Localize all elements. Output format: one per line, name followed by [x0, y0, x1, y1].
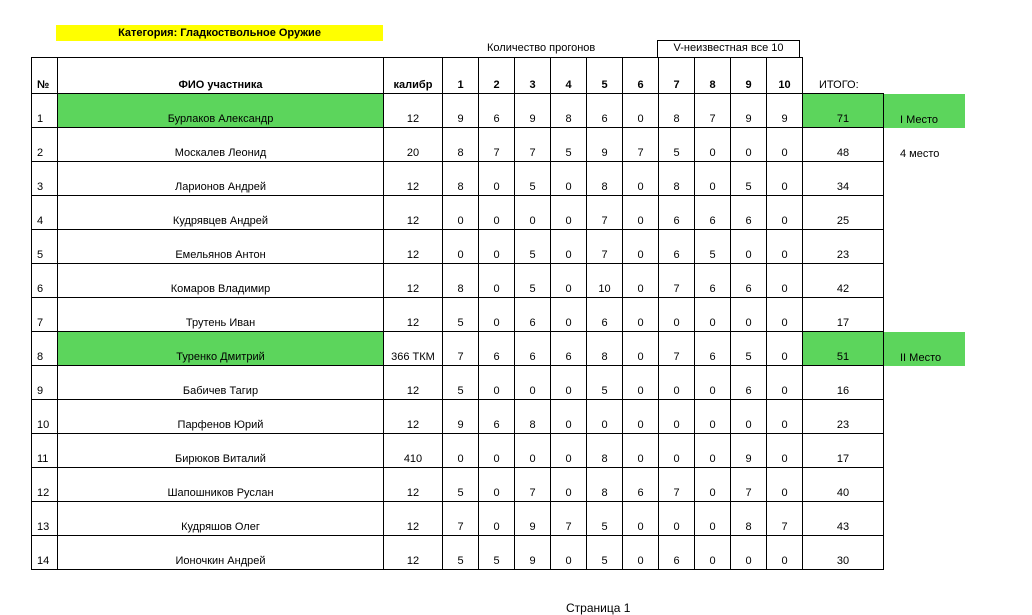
- score-cell: 0: [551, 468, 587, 502]
- place-note: [884, 264, 965, 298]
- total-cell: 40: [803, 468, 884, 502]
- score-cell: 0: [623, 502, 659, 536]
- score-cell: 0: [767, 536, 803, 570]
- place-note: [884, 536, 965, 570]
- table-row: [32, 230, 965, 264]
- caliber-cell: 410: [384, 434, 443, 468]
- score-cell: 5: [587, 536, 623, 570]
- score-cell: 0: [551, 264, 587, 298]
- place-note: [884, 502, 965, 536]
- score-cell: 5: [515, 264, 551, 298]
- score-cell: 0: [623, 434, 659, 468]
- table-row: [32, 94, 965, 128]
- row-number: 5: [32, 230, 58, 264]
- score-cell: 8: [587, 468, 623, 502]
- score-cell: 0: [731, 230, 767, 264]
- score-cell: 0: [731, 400, 767, 434]
- score-cell: 0: [695, 128, 731, 162]
- score-cell: 7: [551, 502, 587, 536]
- participant-name: Бирюков Виталий: [58, 434, 384, 468]
- score-cell: 8: [443, 128, 479, 162]
- score-cell: 0: [695, 502, 731, 536]
- place-note: 4 место: [900, 147, 940, 160]
- score-cell: 9: [443, 94, 479, 128]
- participant-name: Ионочкин Андрей: [58, 536, 384, 570]
- score-cell: 0: [767, 434, 803, 468]
- place-note: II Место: [884, 332, 965, 366]
- header-run-4: 4: [551, 58, 587, 94]
- place-note: [884, 434, 965, 468]
- score-cell: 7: [659, 332, 695, 366]
- header-run-2: 2: [479, 58, 515, 94]
- score-cell: 9: [515, 94, 551, 128]
- row-number: 13: [32, 502, 58, 536]
- v-note-label: V-неизвестная все 10: [657, 40, 800, 57]
- score-cell: 0: [695, 366, 731, 400]
- score-cell: 9: [443, 400, 479, 434]
- header-run-3: 3: [515, 58, 551, 94]
- row-number: 4: [32, 196, 58, 230]
- score-cell: 0: [731, 298, 767, 332]
- caliber-cell: 12: [384, 400, 443, 434]
- score-cell: 5: [443, 536, 479, 570]
- caliber-cell: 12: [384, 468, 443, 502]
- score-cell: 0: [623, 196, 659, 230]
- score-cell: 0: [695, 536, 731, 570]
- score-cell: 6: [623, 468, 659, 502]
- total-cell: 51: [803, 332, 884, 366]
- total-cell: 30: [803, 536, 884, 570]
- row-number: 9: [32, 366, 58, 400]
- score-cell: 7: [515, 128, 551, 162]
- score-cell: 7: [479, 128, 515, 162]
- table-row: [32, 298, 965, 332]
- row-number: 3: [32, 162, 58, 196]
- participant-name: Шапошников Руслан: [58, 468, 384, 502]
- total-cell: 25: [803, 196, 884, 230]
- score-cell: 0: [767, 128, 803, 162]
- score-cell: 0: [623, 94, 659, 128]
- row-number: 12: [32, 468, 58, 502]
- score-cell: 0: [479, 264, 515, 298]
- score-cell: 5: [587, 502, 623, 536]
- score-cell: 0: [623, 536, 659, 570]
- score-cell: 8: [587, 162, 623, 196]
- place-note: [884, 298, 965, 332]
- caliber-cell: 366 ТКМ: [384, 332, 443, 366]
- header-run-7: 7: [659, 58, 695, 94]
- score-cell: 0: [767, 264, 803, 298]
- score-cell: 8: [443, 264, 479, 298]
- table-row: [32, 468, 965, 502]
- header-total: ИТОГО:: [803, 58, 884, 94]
- score-cell: 0: [623, 264, 659, 298]
- participant-name: Комаров Владимир: [58, 264, 384, 298]
- score-cell: 9: [515, 502, 551, 536]
- header-caliber: калибр: [384, 58, 443, 94]
- score-cell: 0: [767, 332, 803, 366]
- category-title: Категория: Гладкоствольное Оружие: [56, 25, 383, 41]
- caliber-cell: 20: [384, 128, 443, 162]
- score-cell: 0: [623, 332, 659, 366]
- caliber-cell: 12: [384, 536, 443, 570]
- score-cell: 7: [515, 468, 551, 502]
- score-cell: 0: [515, 196, 551, 230]
- score-cell: 0: [479, 230, 515, 264]
- row-number: 2: [32, 128, 58, 162]
- row-number: 8: [32, 332, 58, 366]
- score-cell: 5: [443, 298, 479, 332]
- total-cell: 71: [803, 94, 884, 128]
- caliber-cell: 12: [384, 230, 443, 264]
- score-cell: 0: [731, 128, 767, 162]
- score-cell: 9: [731, 434, 767, 468]
- score-cell: 0: [695, 434, 731, 468]
- score-cell: 0: [443, 230, 479, 264]
- table-row: [32, 400, 965, 434]
- row-number: 7: [32, 298, 58, 332]
- score-cell: 5: [515, 162, 551, 196]
- score-cell: 0: [479, 196, 515, 230]
- header-row: [32, 58, 965, 94]
- score-cell: 0: [695, 400, 731, 434]
- score-cell: 0: [767, 162, 803, 196]
- score-cell: 10: [587, 264, 623, 298]
- score-cell: 0: [551, 298, 587, 332]
- score-cell: 0: [551, 536, 587, 570]
- table-row: [32, 196, 965, 230]
- score-cell: 0: [443, 434, 479, 468]
- table-row: [32, 128, 965, 162]
- results-table: [31, 57, 965, 570]
- score-cell: 0: [479, 434, 515, 468]
- score-cell: 0: [695, 162, 731, 196]
- score-cell: 0: [623, 298, 659, 332]
- score-cell: 7: [623, 128, 659, 162]
- score-cell: 0: [767, 468, 803, 502]
- table-row: [32, 264, 965, 298]
- participant-name: Трутень Иван: [58, 298, 384, 332]
- row-number: 10: [32, 400, 58, 434]
- score-cell: 9: [587, 128, 623, 162]
- place-note: [884, 400, 965, 434]
- score-cell: 6: [479, 400, 515, 434]
- place-note: [884, 162, 965, 196]
- score-cell: 0: [767, 230, 803, 264]
- runs-label: Количество прогонов: [487, 42, 596, 54]
- table-row: [32, 536, 965, 570]
- total-cell: 23: [803, 230, 884, 264]
- participant-name: Кудряшов Олег: [58, 502, 384, 536]
- score-cell: 0: [659, 298, 695, 332]
- score-cell: 0: [659, 366, 695, 400]
- total-cell: 16: [803, 366, 884, 400]
- score-cell: 0: [767, 298, 803, 332]
- score-cell: 0: [695, 468, 731, 502]
- score-cell: 0: [659, 434, 695, 468]
- place-note: [884, 230, 965, 264]
- table-row: [32, 366, 965, 400]
- score-cell: 0: [479, 162, 515, 196]
- score-cell: 6: [695, 196, 731, 230]
- score-cell: 0: [551, 366, 587, 400]
- score-cell: 6: [731, 196, 767, 230]
- score-cell: 0: [479, 468, 515, 502]
- place-note: [884, 196, 965, 230]
- score-cell: 0: [659, 502, 695, 536]
- table-row: [32, 162, 965, 196]
- header-name: ФИО участника: [58, 58, 384, 94]
- place-note: [884, 468, 965, 502]
- header-run-6: 6: [623, 58, 659, 94]
- participant-name: Бабичев Тагир: [58, 366, 384, 400]
- score-cell: 8: [551, 94, 587, 128]
- score-cell: 0: [659, 400, 695, 434]
- score-cell: 0: [731, 536, 767, 570]
- participant-name: Москалев Леонид: [58, 128, 384, 162]
- participant-name: Емельянов Антон: [58, 230, 384, 264]
- participant-name: Кудрявцев Андрей: [58, 196, 384, 230]
- caliber-cell: 12: [384, 366, 443, 400]
- table-row: [32, 502, 965, 536]
- score-cell: 8: [587, 332, 623, 366]
- score-cell: 0: [479, 502, 515, 536]
- score-cell: 5: [443, 468, 479, 502]
- total-cell: 43: [803, 502, 884, 536]
- score-cell: 0: [551, 162, 587, 196]
- score-cell: 8: [659, 94, 695, 128]
- score-cell: 9: [731, 94, 767, 128]
- score-cell: 0: [767, 400, 803, 434]
- caliber-cell: 12: [384, 196, 443, 230]
- score-cell: 0: [623, 366, 659, 400]
- score-cell: 8: [515, 400, 551, 434]
- score-cell: 5: [443, 366, 479, 400]
- score-cell: 6: [659, 196, 695, 230]
- score-cell: 6: [551, 332, 587, 366]
- score-cell: 5: [587, 366, 623, 400]
- header-run-5: 5: [587, 58, 623, 94]
- header-run-1: 1: [443, 58, 479, 94]
- place-note: I Место: [884, 94, 965, 128]
- score-cell: 6: [515, 298, 551, 332]
- header-number: №: [32, 58, 58, 94]
- row-number: 1: [32, 94, 58, 128]
- score-cell: 6: [659, 536, 695, 570]
- score-cell: 0: [443, 196, 479, 230]
- score-cell: 7: [587, 230, 623, 264]
- score-cell: 5: [731, 162, 767, 196]
- total-cell: 23: [803, 400, 884, 434]
- score-cell: 9: [767, 94, 803, 128]
- score-cell: 0: [587, 400, 623, 434]
- score-cell: 6: [695, 332, 731, 366]
- score-cell: 5: [551, 128, 587, 162]
- caliber-cell: 12: [384, 502, 443, 536]
- table-row: [32, 434, 965, 468]
- score-cell: 6: [731, 264, 767, 298]
- total-cell: 42: [803, 264, 884, 298]
- score-cell: 9: [515, 536, 551, 570]
- total-cell: 17: [803, 434, 884, 468]
- row-number: 11: [32, 434, 58, 468]
- score-cell: 0: [623, 400, 659, 434]
- total-cell: 17: [803, 298, 884, 332]
- participant-name: Туренко Дмитрий: [58, 332, 384, 366]
- score-cell: 6: [479, 94, 515, 128]
- score-cell: 7: [731, 468, 767, 502]
- caliber-cell: 12: [384, 162, 443, 196]
- score-cell: 0: [479, 298, 515, 332]
- score-cell: 6: [515, 332, 551, 366]
- table-row: [32, 332, 965, 366]
- score-cell: 0: [623, 230, 659, 264]
- score-cell: 7: [659, 468, 695, 502]
- score-cell: 6: [731, 366, 767, 400]
- score-cell: 8: [731, 502, 767, 536]
- score-cell: 0: [623, 162, 659, 196]
- score-cell: 0: [479, 366, 515, 400]
- score-cell: 0: [767, 196, 803, 230]
- score-cell: 5: [659, 128, 695, 162]
- score-cell: 0: [551, 434, 587, 468]
- header-run-9: 9: [731, 58, 767, 94]
- score-cell: 6: [479, 332, 515, 366]
- score-cell: 7: [695, 94, 731, 128]
- total-cell: 34: [803, 162, 884, 196]
- score-cell: 6: [659, 230, 695, 264]
- score-cell: 7: [443, 332, 479, 366]
- score-cell: 5: [695, 230, 731, 264]
- participant-name: Бурлаков Александр: [58, 94, 384, 128]
- score-cell: 0: [767, 366, 803, 400]
- participant-name: Ларионов Андрей: [58, 162, 384, 196]
- score-cell: 0: [695, 298, 731, 332]
- score-cell: 5: [479, 536, 515, 570]
- total-cell: 48: [803, 128, 884, 162]
- score-cell: 5: [731, 332, 767, 366]
- score-cell: 0: [515, 366, 551, 400]
- score-cell: 6: [587, 298, 623, 332]
- header-run-8: 8: [695, 58, 731, 94]
- score-cell: 0: [551, 230, 587, 264]
- score-cell: 6: [587, 94, 623, 128]
- place-note: [884, 366, 965, 400]
- score-cell: 7: [767, 502, 803, 536]
- score-cell: 7: [659, 264, 695, 298]
- header-run-10: 10: [767, 58, 803, 94]
- score-cell: 7: [443, 502, 479, 536]
- score-cell: 0: [515, 434, 551, 468]
- header-place: [884, 58, 965, 94]
- row-number: 14: [32, 536, 58, 570]
- row-number: 6: [32, 264, 58, 298]
- score-cell: 8: [587, 434, 623, 468]
- score-cell: 0: [551, 400, 587, 434]
- page-footer: Страница 1: [566, 601, 631, 615]
- score-cell: 6: [695, 264, 731, 298]
- caliber-cell: 12: [384, 298, 443, 332]
- score-cell: 8: [659, 162, 695, 196]
- participant-name: Парфенов Юрий: [58, 400, 384, 434]
- caliber-cell: 12: [384, 264, 443, 298]
- score-cell: 8: [443, 162, 479, 196]
- score-cell: 0: [551, 196, 587, 230]
- score-cell: 5: [515, 230, 551, 264]
- caliber-cell: 12: [384, 94, 443, 128]
- score-cell: 7: [587, 196, 623, 230]
